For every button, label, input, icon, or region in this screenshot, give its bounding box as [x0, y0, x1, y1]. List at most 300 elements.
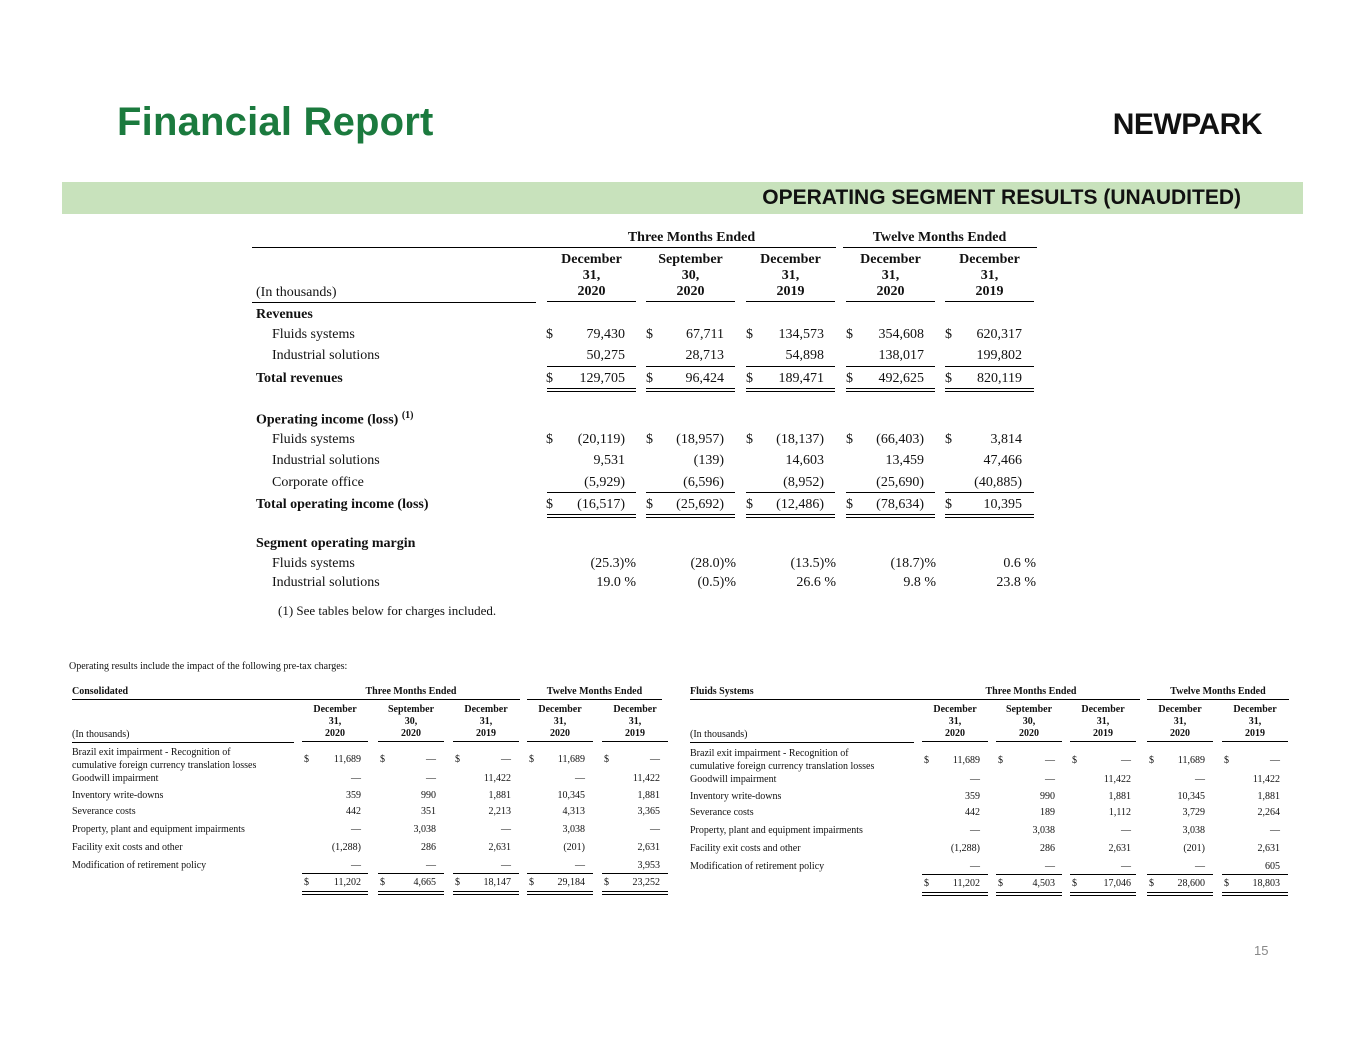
- cell-value: 351: [421, 806, 436, 817]
- dollar-sign: $: [998, 755, 1003, 766]
- cell-value: 23.8 %: [996, 575, 1036, 590]
- dollar-sign: $: [846, 432, 853, 447]
- cell-value: (16,517): [577, 497, 625, 512]
- footnote-marker: (1): [401, 410, 414, 421]
- row-label: Modification of retirement policy: [690, 861, 825, 872]
- dollar-sign: $: [1072, 755, 1077, 766]
- cell-value: 3,365: [637, 806, 660, 817]
- cell-value: (201): [1183, 843, 1205, 854]
- cell-value: 990: [421, 790, 436, 801]
- cell-value: (25,692): [676, 497, 724, 512]
- total-rule: [547, 388, 636, 392]
- cell-value: 18,803: [1252, 878, 1280, 889]
- cell-value: 28,600: [1177, 878, 1205, 889]
- total-rule: [846, 388, 935, 392]
- cell-value: —: [426, 860, 436, 871]
- cell-value: (139): [693, 453, 724, 468]
- column-header: [547, 252, 636, 302]
- total-rule: [922, 892, 988, 896]
- subtotal-rule: [547, 366, 636, 367]
- dollar-sign: $: [945, 432, 952, 447]
- subtotal-rule: [746, 492, 835, 493]
- column-header: [846, 252, 935, 302]
- units-label: (In thousands): [690, 729, 748, 740]
- cell-value: —: [575, 773, 585, 784]
- cell-value: 286: [421, 842, 436, 853]
- cell-value: 2,264: [1257, 807, 1280, 818]
- dollar-sign: $: [746, 432, 753, 447]
- cell-value: (201): [563, 842, 585, 853]
- cell-value: (20,119): [577, 432, 625, 447]
- cell-value: 26.6 %: [796, 575, 836, 590]
- cell-value: —: [1270, 825, 1280, 836]
- cell-value: (8,952): [783, 475, 824, 490]
- dollar-sign: $: [646, 327, 653, 342]
- dollar-sign: $: [604, 754, 609, 765]
- row-label: Industrial solutions: [272, 348, 380, 363]
- cell-value: 354,608: [878, 327, 924, 342]
- cell-value: 189,471: [778, 371, 824, 386]
- cell-value: 2,631: [1257, 843, 1280, 854]
- row-label: Severance costs: [690, 807, 754, 818]
- column-header: [527, 704, 593, 742]
- cell-value: —: [1121, 825, 1131, 836]
- column-header-line: 31,: [582, 268, 601, 283]
- cell-value: —: [650, 754, 660, 765]
- subtotal-rule: [527, 873, 593, 874]
- dollar-sign: $: [529, 877, 534, 888]
- column-header-line: 31,: [881, 268, 900, 283]
- group-rule: [72, 699, 520, 700]
- column-header-line: December: [959, 252, 1020, 267]
- column-header-line: 2020: [876, 284, 905, 299]
- group-twelve-months: Twelve Months Ended: [1170, 686, 1266, 697]
- cell-value: —: [1045, 861, 1055, 872]
- cell-value: 4,503: [1032, 878, 1055, 889]
- cell-value: 3,038: [562, 824, 585, 835]
- column-header-line: December: [538, 704, 582, 715]
- dollar-sign: $: [1149, 878, 1154, 889]
- page-title: Financial Report: [117, 100, 434, 144]
- cell-value: 138,017: [878, 348, 924, 363]
- dollar-sign: $: [304, 754, 309, 765]
- column-header-line: December: [613, 704, 657, 715]
- header-rule: [252, 302, 536, 303]
- column-header-line: 2020: [577, 284, 606, 299]
- total-rule: [547, 514, 636, 518]
- cell-value: (25.3)%: [590, 556, 636, 571]
- column-header-line: September: [658, 252, 723, 267]
- dollar-sign: $: [846, 327, 853, 342]
- column-header-line: September: [387, 704, 435, 715]
- column-header-line: 31,: [628, 716, 642, 727]
- charges-intro: Operating results include the impact of the following pre-tax charges:: [69, 661, 348, 672]
- cell-value: 67,711: [686, 327, 724, 342]
- row-label: Total operating income (loss): [256, 497, 429, 512]
- header-rule: [690, 742, 914, 743]
- column-header: [602, 704, 668, 742]
- cell-value: (78,634): [876, 497, 924, 512]
- row-label: Modification of retirement policy: [72, 860, 207, 871]
- group-three-months: Three Months Ended: [365, 686, 457, 697]
- row-label: Industrial solutions: [272, 453, 380, 468]
- subtotal-rule: [945, 366, 1034, 367]
- cell-value: 54,898: [785, 348, 824, 363]
- cell-value: 96,424: [685, 371, 724, 386]
- subtotal-rule: [602, 873, 668, 874]
- column-header-line: December: [464, 704, 508, 715]
- row-label: Fluids systems: [272, 432, 355, 447]
- dollar-sign: $: [1224, 878, 1229, 889]
- cell-value: 11,422: [1103, 774, 1131, 785]
- page-number: 15: [1254, 943, 1269, 958]
- cell-value: 19.0 %: [596, 575, 636, 590]
- footnote: (1) See tables below for charges included.: [278, 603, 497, 618]
- cell-value: 199,802: [976, 348, 1022, 363]
- total-rule: [602, 891, 668, 895]
- cell-value: 10,345: [1177, 791, 1205, 802]
- column-header-line: December: [1158, 704, 1202, 715]
- cell-value: 3,729: [1182, 807, 1205, 818]
- cell-value: 990: [1040, 791, 1055, 802]
- dollar-sign: $: [846, 497, 853, 512]
- cell-value: 11,422: [483, 773, 511, 784]
- dollar-sign: $: [746, 327, 753, 342]
- row-label: cumulative foreign currency translation losses: [690, 761, 875, 772]
- cell-value: 1,881: [1108, 791, 1131, 802]
- column-header-line: 31,: [1248, 716, 1262, 727]
- cell-value: 11,422: [1252, 774, 1280, 785]
- dollar-sign: $: [846, 371, 853, 386]
- row-label: Total revenues: [256, 371, 343, 386]
- cell-value: —: [351, 824, 361, 835]
- group-twelve-months: Twelve Months Ended: [546, 686, 643, 697]
- cell-value: 47,466: [983, 453, 1022, 468]
- header-rule: [72, 742, 294, 743]
- column-header-line: December: [1233, 704, 1277, 715]
- dollar-sign: $: [546, 371, 553, 386]
- cell-value: 29,184: [557, 877, 585, 888]
- row-label: Brazil exit impairment - Recognition of: [72, 747, 231, 758]
- cell-value: 2,631: [1108, 843, 1131, 854]
- cell-value: 4,313: [562, 806, 585, 817]
- cell-value: 23,252: [632, 877, 660, 888]
- cell-value: 10,345: [557, 790, 585, 801]
- column-header-line: 2019: [975, 284, 1004, 299]
- cell-value: —: [970, 861, 980, 872]
- group-rule: [843, 247, 1037, 248]
- column-header: [378, 704, 444, 742]
- cell-value: 605: [1265, 861, 1280, 872]
- total-rule: [746, 388, 835, 392]
- cell-value: 13,459: [885, 453, 924, 468]
- cell-value: 2,631: [637, 842, 660, 853]
- cell-value: —: [970, 774, 980, 785]
- cell-value: 11,689: [557, 754, 585, 765]
- dollar-sign: $: [646, 497, 653, 512]
- column-header-line: 31,: [479, 716, 493, 727]
- column-header-line: 2019: [476, 728, 496, 739]
- group-three-months: Three Months Ended: [985, 686, 1077, 697]
- column-header-line: 2020: [676, 284, 705, 299]
- cell-value: (28.0)%: [690, 556, 736, 571]
- cell-value: 492,625: [878, 371, 924, 386]
- cell-value: 3,038: [413, 824, 436, 835]
- dollar-sign: $: [998, 878, 1003, 889]
- newpark-logo: NEWPARK: [1112, 108, 1262, 141]
- column-header-line: 30,: [681, 268, 700, 283]
- column-header: [1147, 704, 1213, 742]
- column-header-line: 2020: [1019, 728, 1039, 739]
- column-header-line: 31,: [980, 268, 999, 283]
- column-header-line: December: [313, 704, 357, 715]
- total-rule: [945, 388, 1034, 392]
- column-header-line: 30,: [404, 716, 418, 727]
- cell-value: —: [1121, 861, 1131, 872]
- dollar-sign: $: [380, 754, 385, 765]
- cell-value: 2,213: [488, 806, 511, 817]
- subtotal-rule: [453, 873, 519, 874]
- column-header-line: 31,: [1173, 716, 1187, 727]
- section-heading: Revenues: [256, 307, 313, 322]
- dollar-sign: $: [380, 877, 385, 888]
- cell-value: 11,689: [333, 754, 361, 765]
- subtotal-rule: [922, 874, 988, 875]
- dollar-sign: $: [646, 371, 653, 386]
- units-label: (In thousands): [256, 285, 337, 300]
- row-label: Fluids systems: [272, 327, 355, 342]
- cell-value: 359: [965, 791, 980, 802]
- column-header-line: 31,: [328, 716, 342, 727]
- dollar-sign: $: [604, 877, 609, 888]
- column-header-line: 2020: [401, 728, 421, 739]
- subtotal-rule: [547, 492, 636, 493]
- subtotal-rule: [996, 874, 1062, 875]
- cell-value: —: [1195, 861, 1205, 872]
- cell-value: 1,112: [1108, 807, 1131, 818]
- column-header-line: 2020: [1170, 728, 1190, 739]
- cell-value: —: [1045, 774, 1055, 785]
- cell-value: —: [426, 754, 436, 765]
- subtotal-rule: [646, 492, 735, 493]
- cell-value: 50,275: [586, 348, 625, 363]
- group-rule: [690, 699, 1140, 700]
- subtotal-rule: [1147, 874, 1213, 875]
- row-label: Inventory write-downs: [72, 790, 164, 801]
- cell-value: 286: [1040, 843, 1055, 854]
- column-header: [302, 704, 368, 742]
- cell-value: (5,929): [584, 475, 625, 490]
- cell-value: —: [970, 825, 980, 836]
- row-label: Corporate office: [272, 475, 364, 490]
- column-header: [646, 252, 735, 302]
- cell-value: 129,705: [579, 371, 625, 386]
- column-header-line: September: [1005, 704, 1053, 715]
- total-rule: [453, 891, 519, 895]
- cell-value: 11,689: [952, 755, 980, 766]
- dollar-sign: $: [945, 497, 952, 512]
- cell-value: 2,631: [488, 842, 511, 853]
- group-rule: [527, 699, 662, 700]
- opinc-heading-text: Operating income (loss): [256, 412, 402, 428]
- row-label: Property, plant and equipment impairments: [690, 825, 863, 836]
- cell-value: 1,881: [1257, 791, 1280, 802]
- cell-value: (40,885): [974, 475, 1022, 490]
- cell-value: (25,690): [876, 475, 924, 490]
- cell-value: 11,689: [1177, 755, 1205, 766]
- subtotal-rule: [945, 492, 1034, 493]
- cell-value: (18.7)%: [890, 556, 936, 571]
- total-rule: [646, 514, 735, 518]
- dollar-sign: $: [1224, 755, 1229, 766]
- total-rule: [996, 892, 1062, 896]
- dollar-sign: $: [1149, 755, 1154, 766]
- column-header-line: 31,: [1096, 716, 1110, 727]
- column-header: [1222, 704, 1288, 742]
- cell-value: 18,147: [483, 877, 511, 888]
- dollar-sign: $: [529, 754, 534, 765]
- dollar-sign: $: [924, 755, 929, 766]
- dollar-sign: $: [746, 497, 753, 512]
- column-header: [746, 252, 835, 302]
- cell-value: 3,038: [1032, 825, 1055, 836]
- cell-value: —: [426, 773, 436, 784]
- cell-value: 10,395: [983, 497, 1022, 512]
- cell-value: 620,317: [976, 327, 1022, 342]
- total-rule: [302, 891, 368, 895]
- column-header: [1070, 704, 1136, 742]
- column-header-line: 2020: [325, 728, 345, 739]
- cell-value: 11,202: [952, 878, 980, 889]
- cell-value: —: [1195, 774, 1205, 785]
- total-rule: [646, 388, 735, 392]
- cell-value: 4,665: [413, 877, 436, 888]
- total-rule: [945, 514, 1034, 518]
- cell-value: 1,881: [488, 790, 511, 801]
- cell-value: —: [351, 860, 361, 871]
- subtotal-rule: [378, 873, 444, 874]
- cell-value: (66,403): [876, 432, 924, 447]
- cell-value: 3,953: [637, 860, 660, 871]
- section-title: OPERATING SEGMENT RESULTS (UNAUDITED): [762, 186, 1241, 209]
- row-label: cumulative foreign currency translation losses: [72, 760, 257, 771]
- cell-value: 442: [346, 806, 361, 817]
- column-header-line: 2019: [625, 728, 645, 739]
- section-heading: [256, 410, 414, 429]
- cell-value: 14,603: [785, 453, 824, 468]
- column-header-line: 31,: [948, 716, 962, 727]
- dollar-sign: $: [945, 371, 952, 386]
- column-header-line: 2020: [945, 728, 965, 739]
- row-label: Goodwill impairment: [72, 773, 159, 784]
- subtotal-rule: [1070, 874, 1136, 875]
- column-header-line: December: [561, 252, 622, 267]
- cell-value: 134,573: [778, 327, 824, 342]
- cell-value: (6,596): [683, 475, 724, 490]
- dollar-sign: $: [455, 877, 460, 888]
- column-header-line: December: [860, 252, 921, 267]
- section-heading: Segment operating margin: [256, 536, 416, 551]
- row-label: Property, plant and equipment impairments: [72, 824, 245, 835]
- subtotal-rule: [1222, 874, 1288, 875]
- row-label: Severance costs: [72, 806, 136, 817]
- cell-value: —: [575, 860, 585, 871]
- cell-value: —: [501, 860, 511, 871]
- cell-value: (1,288): [331, 842, 361, 853]
- column-header: [453, 704, 519, 742]
- column-header-line: 2019: [1093, 728, 1113, 739]
- cell-value: —: [1121, 755, 1131, 766]
- cell-value: 1,881: [637, 790, 660, 801]
- cell-value: —: [351, 773, 361, 784]
- cell-value: 359: [346, 790, 361, 801]
- cell-value: 9,531: [593, 453, 625, 468]
- cell-value: —: [501, 754, 511, 765]
- group-three-months: Three Months Ended: [627, 230, 756, 245]
- cell-value: (1,288): [950, 843, 980, 854]
- cell-value: (18,957): [676, 432, 724, 447]
- cell-value: 189: [1040, 807, 1055, 818]
- cell-value: 0.6 %: [1003, 556, 1036, 571]
- total-rule: [1222, 892, 1288, 896]
- cell-value: —: [1270, 755, 1280, 766]
- table-title: Consolidated: [72, 686, 129, 697]
- cell-value: 11,422: [632, 773, 660, 784]
- column-header: [945, 252, 1034, 302]
- dollar-sign: $: [746, 371, 753, 386]
- dollar-sign: $: [546, 432, 553, 447]
- total-rule: [1070, 892, 1136, 896]
- cell-value: (0.5)%: [697, 575, 736, 590]
- row-label: Brazil exit impairment - Recognition of: [690, 748, 849, 759]
- column-header-line: 2019: [1245, 728, 1265, 739]
- column-header-line: December: [933, 704, 977, 715]
- row-label: Facility exit costs and other: [690, 843, 801, 854]
- dollar-sign: $: [304, 877, 309, 888]
- column-header-line: 31,: [781, 268, 800, 283]
- cell-value: 3,814: [990, 432, 1022, 447]
- subtotal-rule: [646, 366, 735, 367]
- dollar-sign: $: [546, 327, 553, 342]
- cell-value: (18,137): [776, 432, 824, 447]
- row-label: Industrial solutions: [272, 575, 380, 590]
- subtotal-rule: [846, 492, 935, 493]
- dollar-sign: $: [1072, 878, 1077, 889]
- column-header-line: 2019: [776, 284, 805, 299]
- subtotal-rule: [302, 873, 368, 874]
- dollar-sign: $: [646, 432, 653, 447]
- cell-value: 28,713: [685, 348, 724, 363]
- dollar-sign: $: [945, 327, 952, 342]
- subtotal-rule: [846, 366, 935, 367]
- row-label: Facility exit costs and other: [72, 842, 183, 853]
- table-title: Fluids Systems: [690, 686, 754, 697]
- cell-value: 9.8 %: [903, 575, 936, 590]
- cell-value: 79,430: [586, 327, 625, 342]
- total-rule: [1147, 892, 1213, 896]
- cell-value: —: [650, 824, 660, 835]
- dollar-sign: $: [546, 497, 553, 512]
- dollar-sign: $: [924, 878, 929, 889]
- group-rule: [1147, 699, 1289, 700]
- column-header-line: December: [760, 252, 821, 267]
- units-label: (In thousands): [72, 729, 130, 740]
- column-header: [996, 704, 1062, 742]
- total-rule: [378, 891, 444, 895]
- cell-value: 442: [965, 807, 980, 818]
- cell-value: 17,046: [1103, 878, 1131, 889]
- total-rule: [746, 514, 835, 518]
